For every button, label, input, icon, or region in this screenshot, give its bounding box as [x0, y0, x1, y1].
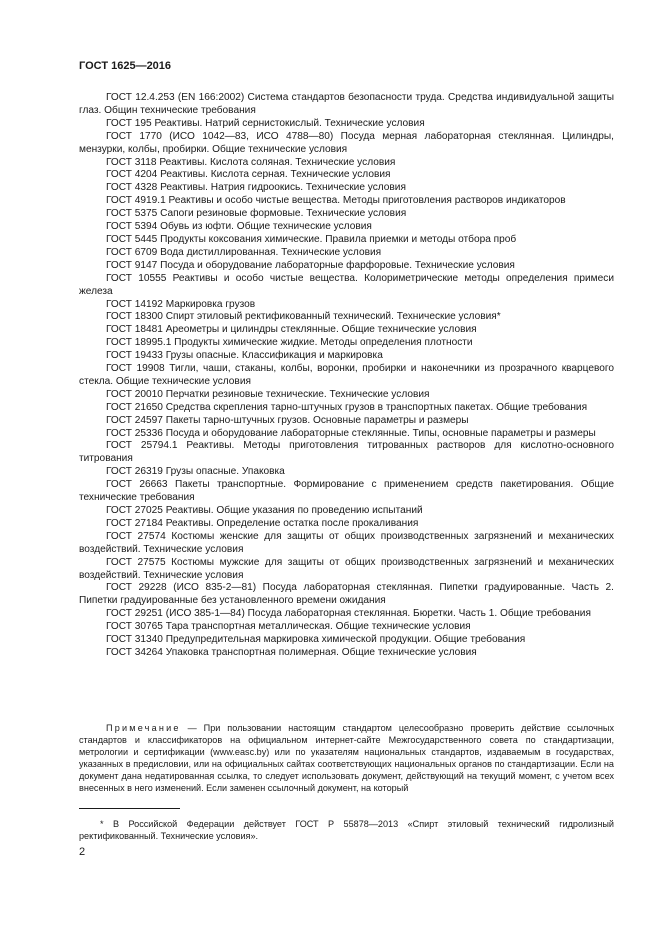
reference-item: ГОСТ 20010 Перчатки резиновые технические. Технические условия [106, 388, 430, 400]
reference-item: ГОСТ 5445 Продукты коксования химические. Правила приемки и методы отбора проб [106, 233, 517, 245]
reference-item: ГОСТ 10555 Реактивы и особо чистые вещества. Колориметрические методы определения примеси железа [79, 272, 614, 297]
reference-item: ГОСТ 5375 Сапоги резиновые формовые. Технические условия [106, 208, 407, 220]
reference-item: ГОСТ 27025 Реактивы. Общие указания по проведению испытаний [106, 505, 423, 516]
reference-item: ГОСТ 31340 Предупредительная маркировка химической продукции. Общие требования [106, 634, 526, 646]
reference-item: ГОСТ 19908 Тигли, чаши, стаканы, колбы, воронки, пробирки и наконечники из прозрачного кварцевого стекла. Общие технические условия [79, 363, 614, 387]
note-label: Примечание [106, 723, 181, 733]
footnote-separator [79, 808, 180, 809]
page-number: 2 [79, 846, 86, 858]
reference-item: ГОСТ 14192 Маркировка грузов [106, 298, 256, 310]
reference-item: ГОСТ 26663 Пакеты транспортные. Формирование с применением средств пакетирования. Общие технические требования [79, 479, 614, 504]
note-text: — При пользовании настоящим стандартом целесообразно проверить действие ссылочных стандартов и классификаторов на официальном интернет-сайте Межгосударственного совета по стандартизации, метрологии и сертификации (www.easc.by) или по указателям национальных стандартов, издаваемым в государствах, указанных в предисловии, или на официальных сайтах соответствующих национальных органов по стандартизации. Если на документ дана недатированная ссылка, то следует использовать документ, действующий на текущий момент, с учетом всех внесенных в него изменений. Если заменен ссылочный документ, на который [79, 723, 614, 793]
normative-references [79, 92, 614, 660]
document-header: ГОСТ 1625—2016 [79, 60, 172, 72]
reference-item: ГОСТ 4204 Реактивы. Кислота серная. Технические условия [106, 169, 391, 181]
reference-item: ГОСТ 3118 Реактивы. Кислота соляная. Технические условия [106, 156, 396, 168]
reference-item: ГОСТ 9147 Посуда и оборудование лабораторные фарфоровые. Технические условия [106, 259, 515, 271]
reference-item: ГОСТ 27184 Реактивы. Определение остатка после прокаливания [106, 517, 419, 529]
reference-item: ГОСТ 4328 Реактивы. Натрия гидроокись. Технические условия [106, 182, 406, 194]
reference-item: ГОСТ 24597 Пакеты тарно-штучных грузов. Основные параметры и размеры [106, 414, 469, 426]
reference-item: ГОСТ 18995.1 Продукты химические жидкие. Методы определения плотности [106, 337, 473, 349]
reference-item: ГОСТ 19433 Грузы опасные. Классификация и маркировка [106, 350, 383, 362]
reference-item: ГОСТ 4919.1 Реактивы и особо чистые вещества. Методы приготовления растворов индикаторов [106, 195, 566, 207]
reference-item: ГОСТ 18300 Спирт этиловый ректификованный технический. Технические условия* [106, 311, 501, 323]
reference-item: ГОСТ 26319 Грузы опасные. Упаковка [106, 466, 285, 478]
reference-item: ГОСТ 25336 Посуда и оборудование лабораторные стеклянные. Типы, основные параметры и размеры [106, 427, 596, 439]
note-paragraph [79, 722, 614, 794]
footnote: * В Российской Федерации действует ГОСТ Р 55878—2013 «Спирт этиловый технический гидролизный ректификованный. Технические условия». [79, 819, 614, 841]
reference-item: ГОСТ 18481 Ареометры и цилиндры стеклянные. Общие технические условия [106, 324, 477, 336]
reference-item: ГОСТ 29251 (ИСО 385-1—84) Посуда лабораторная стеклянная. Бюретки. Часть 1. Общие требования [106, 608, 591, 620]
reference-item: ГОСТ 27575 Костюмы мужские для защиты от общих производственных загрязнений и механических воздействий. Технические условия [79, 556, 614, 581]
reference-item: ГОСТ 195 Реактивы. Натрий сернистокислый. Технические условия [106, 117, 425, 129]
reference-item: ГОСТ 25794.1 Реактивы. Методы приготовления титрованных растворов для кислотно-основного титрования [79, 440, 614, 465]
reference-item: ГОСТ 12.4.253 (EN 166:2002) Система стандартов безопасности труда. Средства индивидуальной защиты глаз. Общин технические требования [79, 92, 614, 116]
reference-item: ГОСТ 6709 Вода дистиллированная. Технические условия [106, 246, 382, 258]
reference-item: ГОСТ 27574 Костюмы женские для защиты от общих производственных загрязнений и механических воздействий. Технические условия [79, 530, 614, 555]
reference-item: ГОСТ 34264 Упаковка транспортная полимерная. Общие технические условия [106, 646, 477, 658]
reference-item: ГОСТ 5394 Обувь из юфти. Общие технические условия [106, 221, 372, 233]
reference-item: ГОСТ 30765 Тара транспортная металлическая. Общие технические условия [106, 621, 471, 633]
reference-item: ГОСТ 29228 (ИСО 835-2—81) Посуда лабораторная стеклянная. Пипетки градуированные. Часть 2. Пипетки градуированные без установленного времени ожидания [79, 582, 614, 607]
reference-item: ГОСТ 21650 Средства скрепления тарно-штучных грузов в транспортных пакетах. Общие требования [106, 401, 588, 413]
reference-item: ГОСТ 1770 (ИСО 1042—83, ИСО 4788—80) Посуда мерная лабораторная стеклянная. Цилиндры, мензурки, колбы, пробирки. Общие технические условия [79, 130, 614, 155]
